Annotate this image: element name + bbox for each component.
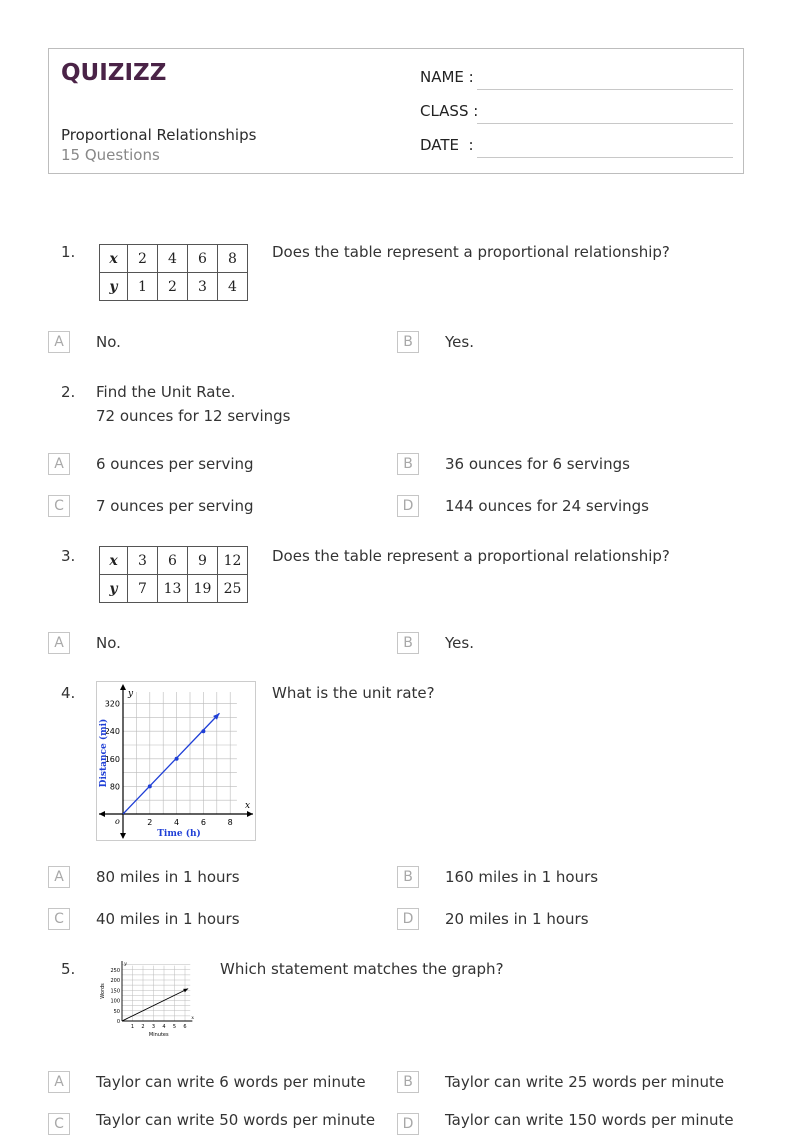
- x-tick-label: 5: [172, 1024, 177, 1030]
- table-cell: 3: [128, 547, 158, 575]
- y-tick-label: 250: [110, 967, 120, 974]
- x-tick-label: 2: [141, 1024, 145, 1030]
- x-axis-title: Time (h): [157, 829, 201, 839]
- question-text: Does the table represent a proportional relationship?: [272, 547, 670, 565]
- date-field[interactable]: [477, 157, 733, 158]
- table-cell: 3: [188, 273, 218, 301]
- table-cell: 12: [218, 547, 248, 575]
- option-box-d[interactable]: D: [397, 908, 419, 930]
- table-cell: 4: [158, 245, 188, 273]
- option-box-d[interactable]: D: [397, 495, 419, 517]
- table-cell: 19: [188, 575, 218, 603]
- option-text[interactable]: 6 ounces per serving: [96, 455, 254, 473]
- y-axis-name: y: [128, 689, 134, 699]
- question-number: 2.: [61, 383, 76, 401]
- origin-label: o: [115, 817, 120, 826]
- y-tick-label: 100: [110, 998, 120, 1005]
- table-cell: 1: [128, 273, 158, 301]
- table-cell: 2: [158, 273, 188, 301]
- y-tick-label: 160: [104, 754, 120, 764]
- y-axis-title: Words: [100, 983, 106, 999]
- data-point: [175, 757, 179, 761]
- question-number: 1.: [61, 243, 76, 261]
- option-text[interactable]: 160 miles in 1 hours: [445, 868, 599, 886]
- option-box-b[interactable]: B: [397, 453, 419, 475]
- option-box-a[interactable]: A: [48, 866, 70, 888]
- class-field[interactable]: [477, 123, 733, 124]
- worksheet-title: Proportional Relationships: [61, 126, 257, 144]
- question-text: What is the unit rate?: [272, 684, 435, 702]
- x-tick-label: 1: [130, 1024, 135, 1030]
- option-box-b[interactable]: B: [397, 866, 419, 888]
- y-axis-name: y: [124, 961, 127, 967]
- y-tick-label: 320: [104, 699, 120, 709]
- option-text[interactable]: Taylor can write 25 words per minute: [445, 1073, 725, 1091]
- option-text[interactable]: Yes.: [445, 333, 474, 351]
- xy-table: [99, 244, 248, 301]
- y-tick-label: 150: [110, 988, 120, 995]
- option-text[interactable]: No.: [96, 333, 121, 351]
- words-minutes-chart: [96, 957, 196, 1039]
- y-axis-arrow-down: [120, 833, 126, 839]
- option-box-b[interactable]: B: [397, 331, 419, 353]
- y-axis-title: Distance (mi): [99, 718, 109, 788]
- x-axis-arrow: [247, 811, 253, 817]
- question-text: Does the table represent a proportional relationship?: [272, 243, 670, 261]
- question-number: 5.: [61, 960, 76, 978]
- table-cell: 13: [158, 575, 188, 603]
- words-minutes-graph: [96, 957, 196, 1039]
- option-text[interactable]: 36 ounces for 6 servings: [445, 455, 630, 473]
- option-box-c[interactable]: C: [48, 1113, 70, 1135]
- y-tick-label: 240: [104, 727, 120, 737]
- option-box-c[interactable]: C: [48, 495, 70, 517]
- table-y-label: y: [100, 273, 128, 301]
- table-cell: 6: [188, 245, 218, 273]
- xy-table: [99, 546, 248, 603]
- x-tick-label: 8: [227, 818, 233, 827]
- option-box-d[interactable]: D: [397, 1113, 419, 1135]
- name-field[interactable]: [477, 89, 733, 90]
- question-text: Find the Unit Rate.: [96, 383, 236, 401]
- data-point: [201, 729, 205, 733]
- table-cell: 2: [128, 245, 158, 273]
- option-box-c[interactable]: C: [48, 908, 70, 930]
- distance-time-chart: [97, 682, 255, 840]
- table-x-label: x: [100, 547, 128, 575]
- question-number: 3.: [61, 547, 76, 565]
- option-box-a[interactable]: A: [48, 331, 70, 353]
- table-cell: 7: [128, 575, 158, 603]
- table-cell: 9: [188, 547, 218, 575]
- y-tick-label: 50: [113, 1008, 120, 1015]
- x-tick-label: 3: [151, 1024, 156, 1030]
- option-box-a[interactable]: A: [48, 632, 70, 654]
- table-cell: 6: [158, 547, 188, 575]
- option-text[interactable]: 7 ounces per serving: [96, 497, 254, 515]
- option-text[interactable]: Yes.: [445, 634, 474, 652]
- data-point: [148, 784, 152, 788]
- option-text[interactable]: 144 ounces for 24 servings: [445, 497, 649, 515]
- y-axis-arrow: [120, 684, 126, 690]
- x-tick-label: 6: [200, 818, 206, 827]
- option-text[interactable]: No.: [96, 634, 121, 652]
- question-number: 4.: [61, 684, 76, 702]
- class-label: CLASS :: [420, 102, 479, 120]
- distance-time-graph: [96, 681, 256, 841]
- x-axis-title: Minutes: [148, 1032, 169, 1038]
- data-line: [122, 989, 188, 1021]
- date-label: DATE :: [420, 136, 474, 154]
- option-text[interactable]: 20 miles in 1 hours: [445, 910, 589, 928]
- option-text[interactable]: Taylor can write 6 words per minute: [96, 1073, 366, 1091]
- table-cell: 25: [218, 575, 248, 603]
- option-box-a[interactable]: A: [48, 453, 70, 475]
- option-box-a[interactable]: A: [48, 1071, 70, 1093]
- y-tick-label: 200: [110, 978, 120, 984]
- question-text: Which statement matches the graph?: [220, 960, 504, 978]
- x-tick-label: 4: [162, 1024, 166, 1030]
- origin-label: 0: [116, 1019, 120, 1025]
- table-cell: 4: [218, 273, 248, 301]
- name-label: NAME :: [420, 68, 474, 86]
- option-box-b[interactable]: B: [397, 1071, 419, 1093]
- x-tick-label: 2: [147, 818, 153, 827]
- x-tick-label: 4: [174, 818, 180, 827]
- x-axis-name: x: [191, 1015, 195, 1021]
- option-text[interactable]: Taylor can write 50 words per minute: [96, 1111, 376, 1129]
- data-line: [123, 713, 219, 814]
- x-tick-label: 6: [183, 1024, 187, 1030]
- option-box-b[interactable]: B: [397, 632, 419, 654]
- table-x-label: x: [100, 245, 128, 273]
- option-text[interactable]: 80 miles in 1 hours: [96, 868, 240, 886]
- table-y-label: y: [100, 575, 128, 603]
- x-axis-arrow-left: [99, 811, 105, 817]
- option-text[interactable]: Taylor can write 150 words per minute: [445, 1111, 734, 1129]
- x-axis-name: x: [245, 801, 251, 811]
- table-cell: 8: [218, 245, 248, 273]
- quizizz-logo: QUIZIZZ: [61, 60, 167, 86]
- question-count: 15 Questions: [61, 146, 160, 164]
- option-text[interactable]: 40 miles in 1 hours: [96, 910, 240, 928]
- y-tick-label: 80: [109, 782, 120, 792]
- question-text-line2: 72 ounces for 12 servings: [96, 407, 291, 425]
